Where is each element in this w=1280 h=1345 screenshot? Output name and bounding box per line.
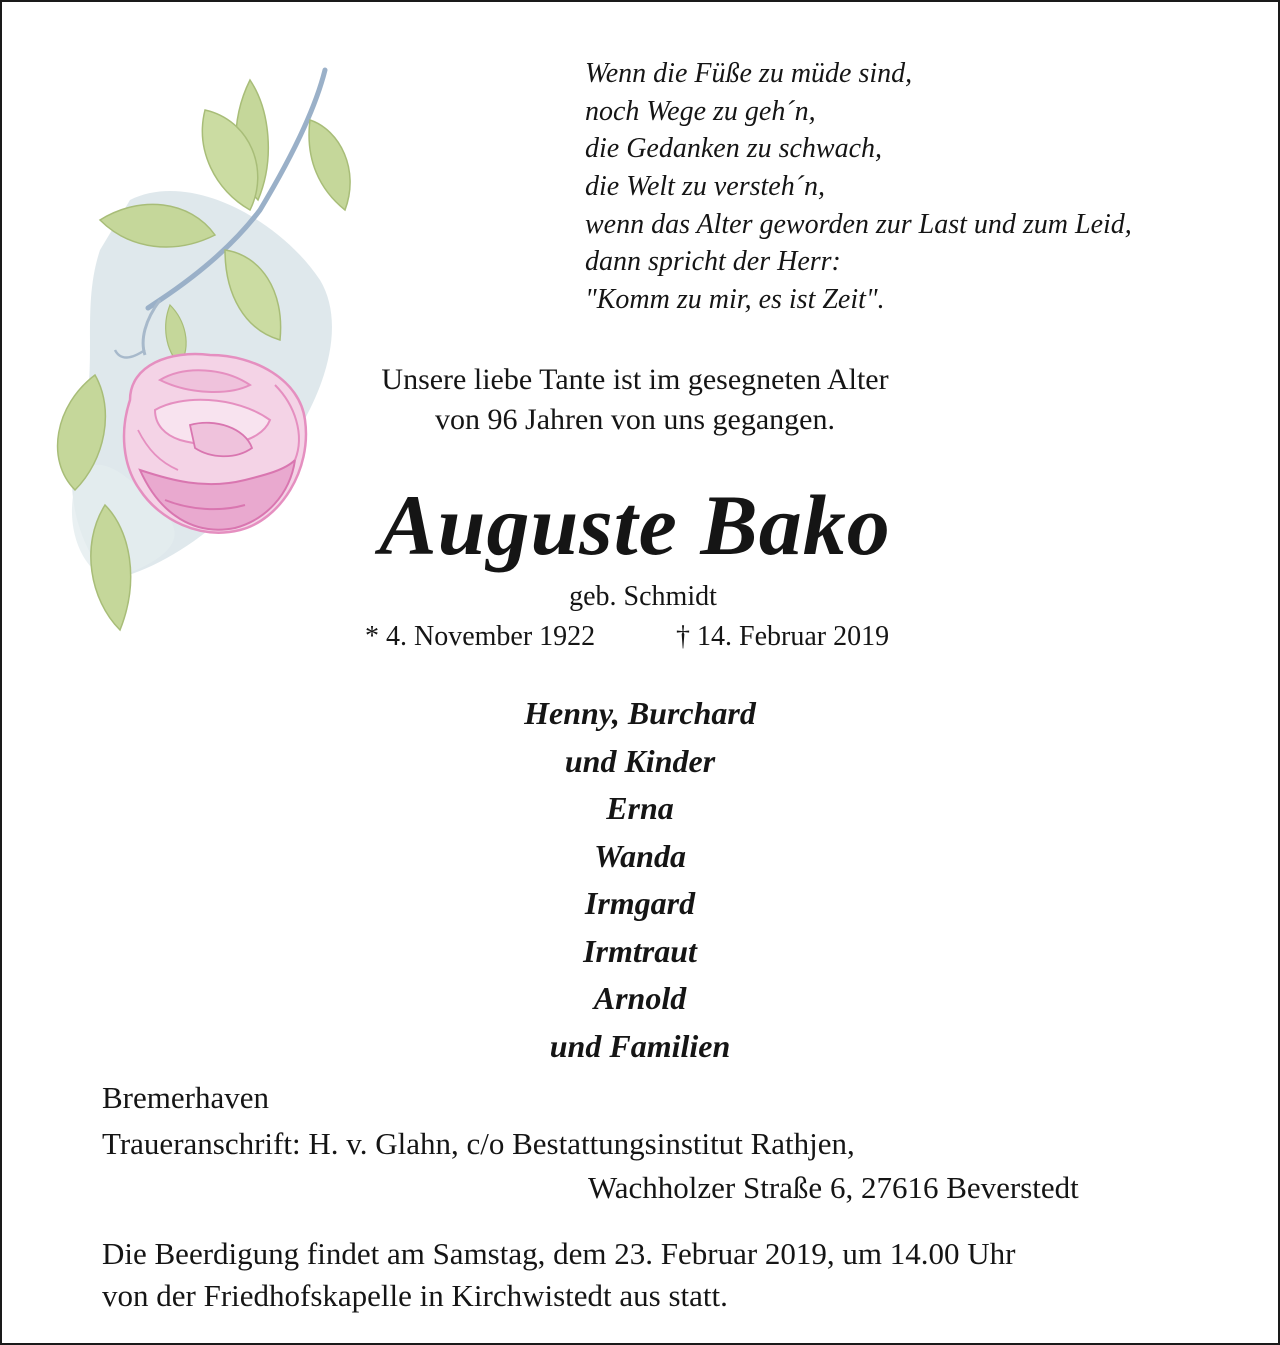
address-line-1: Traueranschrift: H. v. Glahn, c/o Bestattungsinstitut Rathjen,	[102, 1126, 855, 1161]
mourner-line: Erna	[606, 790, 674, 826]
poem-line: "Komm zu mir, es ist Zeit".	[585, 284, 885, 316]
maiden-name: geb. Schmidt	[569, 581, 717, 612]
mourners-list	[0, 690, 1280, 1070]
intro-text	[0, 360, 1270, 440]
poem-line: die Welt zu versteh´n,	[585, 171, 826, 203]
mourner-line: Wanda	[594, 837, 686, 874]
funeral-line-2: von der Friedhofskapelle in Kirchwistedt aus statt.	[102, 1278, 728, 1313]
mourner-line: Irmgard	[584, 885, 696, 921]
intro-line-1: Unsere liebe Tante ist im gesegneten Alter	[381, 363, 889, 396]
poem-line: wenn das Alter geworden zur Last und zum Leid,	[585, 208, 1132, 240]
birth-date: * 4. November 1922	[365, 621, 596, 652]
poem-line: die Gedanken zu schwach,	[585, 133, 883, 165]
poem	[585, 55, 1132, 319]
intro-line-2: von 96 Jahren von uns gegangen.	[435, 403, 835, 436]
mourner-line: Henny, Burchard	[524, 695, 756, 731]
address-line-2: Wachholzer Straße 6, 27616 Beverstedt	[588, 1170, 1079, 1205]
poem-line: dann spricht der Herr:	[585, 246, 841, 278]
poem-line: noch Wege zu geh´n,	[585, 95, 816, 127]
death-date: † 14. Februar 2019	[676, 621, 890, 652]
place: Bremerhaven	[102, 1080, 269, 1115]
poem-line: Wenn die Füße zu müde sind,	[585, 58, 913, 89]
mourner-line: Irmtraut	[583, 932, 697, 969]
mourner-line: Arnold	[593, 980, 687, 1016]
funeral-line-1: Die Beerdigung findet am Samstag, dem 23. Februar 2019, um 14.00 Uhr	[102, 1236, 1016, 1271]
mourner-line: und Kinder	[564, 742, 716, 779]
mourner-line: und Familien	[549, 1027, 731, 1064]
deceased-name: Auguste Bako	[379, 477, 891, 573]
